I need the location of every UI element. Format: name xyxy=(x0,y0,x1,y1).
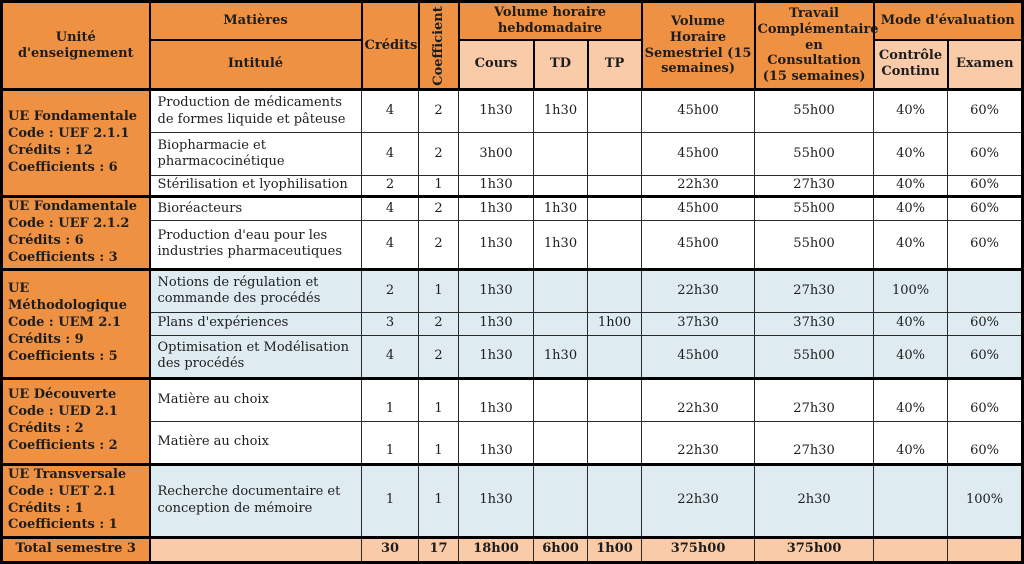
table-header xyxy=(2,2,1023,90)
table-row xyxy=(2,464,1023,537)
cell-intitule: Biopharmacie et pharmacocinétique xyxy=(150,133,362,176)
cell-td xyxy=(534,464,588,537)
ue-group-header-line: Code : UEF 2.1.2 xyxy=(8,215,130,231)
cell-tp xyxy=(588,176,642,197)
cell-tp xyxy=(588,464,642,537)
cell-td xyxy=(534,176,588,197)
cell-vhs: 45h00 xyxy=(642,90,755,133)
table-row xyxy=(2,133,1023,176)
cell-credits: 2 xyxy=(362,176,419,197)
header-mode-evaluation: Mode d'évaluation xyxy=(874,2,1023,40)
cell-examen: 60% xyxy=(948,421,1023,464)
cell-cours: 1h30 xyxy=(459,464,534,537)
cell-vhs: 22h30 xyxy=(642,176,755,197)
cell-vhs: 45h00 xyxy=(642,335,755,378)
ue-group-header-line: Code : UEF 2.1.1 xyxy=(8,126,130,142)
header-examen: Examen xyxy=(948,40,1023,90)
ue-group-header-line: UE Fondamentale xyxy=(8,199,138,214)
cell-coefficient: 2 xyxy=(419,312,459,335)
header-tp: TP xyxy=(588,40,642,90)
cell-travail: 2h30 xyxy=(755,464,874,537)
ue-group-header-line: Crédits : 2 xyxy=(8,421,84,437)
cell-credits: 2 xyxy=(362,269,419,312)
cell-intitule: Optimisation et Modélisation des procédés xyxy=(150,335,362,378)
cell-travail: 27h30 xyxy=(755,378,874,421)
ue-group-header-line: Crédits : 12 xyxy=(8,143,93,158)
ue-group-header xyxy=(2,90,150,197)
table-row xyxy=(2,269,1023,312)
table-row xyxy=(2,378,1023,421)
cell-travail: 55h00 xyxy=(755,133,874,176)
cell-vhs: 22h30 xyxy=(642,269,755,312)
cell-vhs: 45h00 xyxy=(642,220,755,269)
ue-group-header-line: UE Fondamentale xyxy=(8,109,138,125)
cell-td xyxy=(534,378,588,421)
cell-vhs: 45h00 xyxy=(642,133,755,176)
ue-group-header xyxy=(2,269,150,378)
cell-travail: 27h30 xyxy=(755,176,874,197)
cell-intitule: Plans d'expériences xyxy=(150,312,362,335)
cell-cours: 1h30 xyxy=(459,335,534,378)
cell-credits: 4 xyxy=(362,197,419,221)
cell-coefficient: 1 xyxy=(419,176,459,197)
cell-coefficient: 2 xyxy=(419,197,459,221)
cell-coefficient: 1 xyxy=(419,464,459,537)
cell-examen: 60% xyxy=(948,335,1023,378)
cell-intitule: Production d'eau pour les industries pharmaceutiques xyxy=(150,220,362,269)
ue-group xyxy=(2,269,1023,378)
header-cours: Cours xyxy=(459,40,534,90)
cell-vhs: 37h30 xyxy=(642,312,755,335)
cell-cours: 1h30 xyxy=(459,197,534,221)
ue-group-header-line: Crédits : 6 xyxy=(8,232,84,248)
ue-group xyxy=(2,90,1023,197)
ue-group-header-line: Crédits : 9 xyxy=(8,332,84,347)
ue-group-header xyxy=(2,378,150,464)
cell-vhs: 22h30 xyxy=(642,421,755,464)
cell-cours: 1h30 xyxy=(459,312,534,335)
header-credits: Crédits xyxy=(362,2,419,90)
total-coefficient: 17 xyxy=(419,537,459,562)
cell-travail: 55h00 xyxy=(755,90,874,133)
cell-td: 1h30 xyxy=(534,335,588,378)
header-matieres: Matières xyxy=(150,2,362,40)
cell-travail: 37h30 xyxy=(755,312,874,335)
cell-coefficient: 1 xyxy=(419,421,459,464)
cell-cours: 1h30 xyxy=(459,220,534,269)
cell-cc: 40% xyxy=(874,220,948,269)
total-vhs: 375h00 xyxy=(642,537,755,562)
cell-cours: 1h30 xyxy=(459,176,534,197)
table-row xyxy=(2,90,1023,133)
ue-group-header-line: Code : UEM 2.1 xyxy=(8,315,122,331)
header-coefficient xyxy=(419,2,459,90)
total-cc xyxy=(874,537,948,562)
cell-examen: 100% xyxy=(948,464,1023,537)
cell-intitule: Recherche documentaire et conception de mémoire xyxy=(150,464,362,537)
header-intitule: Intitulé xyxy=(150,40,362,90)
cell-cc: 40% xyxy=(874,378,948,421)
ue-group-header-line: UE Découverte xyxy=(8,387,117,403)
table-row xyxy=(2,312,1023,335)
total-travail: 375h00 xyxy=(755,537,874,562)
cell-travail: 27h30 xyxy=(755,269,874,312)
cell-credits: 4 xyxy=(362,133,419,176)
table-row xyxy=(2,421,1023,464)
table-row xyxy=(2,197,1023,221)
cell-intitule: Bioréacteurs xyxy=(150,197,362,221)
cell-cc: 40% xyxy=(874,197,948,221)
cell-tp xyxy=(588,378,642,421)
cell-cc xyxy=(874,464,948,537)
cell-credits: 4 xyxy=(362,335,419,378)
cell-cc: 40% xyxy=(874,176,948,197)
cell-coefficient: 1 xyxy=(419,269,459,312)
ue-group-header-line: Code : UED 2.1 xyxy=(8,404,118,420)
cell-examen: 60% xyxy=(948,197,1023,221)
cell-td: 1h30 xyxy=(534,90,588,133)
header-unite: Unité d'enseignement xyxy=(2,2,150,90)
total-label: Total semestre 3 xyxy=(2,537,150,562)
header-td: TD xyxy=(534,40,588,90)
cell-cc: 40% xyxy=(874,312,948,335)
cell-examen xyxy=(948,269,1023,312)
cell-intitule: Production de médicaments de formes liquide et pâteuse xyxy=(150,90,362,133)
cell-travail: 55h00 xyxy=(755,220,874,269)
cell-credits: 4 xyxy=(362,90,419,133)
cell-coefficient: 2 xyxy=(419,335,459,378)
ue-group-header-line: UE Transversale xyxy=(8,466,127,482)
cell-coefficient: 1 xyxy=(419,378,459,421)
cell-intitule: Matière au choix xyxy=(150,378,362,421)
table-row xyxy=(2,220,1023,269)
cell-credits: 4 xyxy=(362,220,419,269)
cell-td xyxy=(534,421,588,464)
cell-cc: 100% xyxy=(874,269,948,312)
cell-examen: 60% xyxy=(948,378,1023,421)
cell-td: 1h30 xyxy=(534,220,588,269)
total-intitule xyxy=(150,537,362,562)
header-travail-complementaire: Travail Complémentaire en Consultation (15 semaines) xyxy=(755,2,874,90)
cell-tp xyxy=(588,220,642,269)
total-td: 6h00 xyxy=(534,537,588,562)
cell-tp xyxy=(588,133,642,176)
cell-cc: 40% xyxy=(874,133,948,176)
cell-tp xyxy=(588,335,642,378)
table-row xyxy=(2,335,1023,378)
cell-tp xyxy=(588,90,642,133)
table-row xyxy=(2,176,1023,197)
cell-credits: 1 xyxy=(362,378,419,421)
ue-group-header-line: Coefficients : 6 xyxy=(8,159,118,175)
cell-credits: 3 xyxy=(362,312,419,335)
ue-group-header-line: Crédits : 1 xyxy=(8,500,84,516)
cell-td xyxy=(534,133,588,176)
cell-travail: 55h00 xyxy=(755,335,874,378)
cell-intitule: Stérilisation et lyophilisation xyxy=(150,176,362,197)
total-credits: 30 xyxy=(362,537,419,562)
cell-cours: 1h30 xyxy=(459,378,534,421)
cell-vhs: 22h30 xyxy=(642,378,755,421)
cell-examen: 60% xyxy=(948,312,1023,335)
cell-cc: 40% xyxy=(874,421,948,464)
ue-group-header-line: Coefficients : 1 xyxy=(8,517,118,533)
cell-intitule: Notions de régulation et commande des procédés xyxy=(150,269,362,312)
cell-cc: 40% xyxy=(874,335,948,378)
ue-group-header-line: Coefficients : 2 xyxy=(8,437,118,453)
cell-examen: 60% xyxy=(948,220,1023,269)
total-examen xyxy=(948,537,1023,562)
cell-vhs: 45h00 xyxy=(642,197,755,221)
total-section xyxy=(2,537,1023,562)
cell-examen: 60% xyxy=(948,90,1023,133)
ue-group-header xyxy=(2,464,150,537)
cell-travail: 55h00 xyxy=(755,197,874,221)
cell-tp xyxy=(588,421,642,464)
cell-examen: 60% xyxy=(948,133,1023,176)
header-volume-semestriel: Volume Horaire Semestriel (15 semaines) xyxy=(642,2,755,90)
ue-group xyxy=(2,464,1023,537)
cell-travail: 27h30 xyxy=(755,421,874,464)
ue-group-header-line: Code : UET 2.1 xyxy=(8,483,117,499)
cell-examen: 60% xyxy=(948,176,1023,197)
cell-tp: 1h00 xyxy=(588,312,642,335)
ue-group-header-line: UE Méthodologique xyxy=(8,281,127,314)
cell-intitule: Matière au choix xyxy=(150,421,362,464)
cell-td xyxy=(534,269,588,312)
ue-group-header-line: Coefficients : 3 xyxy=(8,249,118,265)
ue-group-header xyxy=(2,197,150,270)
cell-cours: 3h00 xyxy=(459,133,534,176)
ue-group-header-line: Coefficients : 5 xyxy=(8,348,118,364)
cell-cours: 1h30 xyxy=(459,421,534,464)
cell-td xyxy=(534,312,588,335)
cell-cours: 1h30 xyxy=(459,269,534,312)
cell-credits: 1 xyxy=(362,464,419,537)
header-volume-hebdomadaire: Volume horaire hebdomadaire xyxy=(459,2,642,40)
cell-coefficient: 2 xyxy=(419,133,459,176)
coefficient-vertical-label: Coefficient xyxy=(430,5,446,86)
ue-group xyxy=(2,378,1023,464)
cell-td: 1h30 xyxy=(534,197,588,221)
ue-group xyxy=(2,197,1023,270)
total-tp: 1h00 xyxy=(588,537,642,562)
cell-tp xyxy=(588,269,642,312)
cell-tp xyxy=(588,197,642,221)
cell-cours: 1h30 xyxy=(459,90,534,133)
cell-credits: 1 xyxy=(362,421,419,464)
cell-vhs: 22h30 xyxy=(642,464,755,537)
cell-coefficient: 2 xyxy=(419,220,459,269)
total-cours: 18h00 xyxy=(459,537,534,562)
cell-coefficient: 2 xyxy=(419,90,459,133)
cell-cc: 40% xyxy=(874,90,948,133)
header-controle-continu: Contrôle Continu xyxy=(874,40,948,90)
total-row xyxy=(2,537,1023,562)
